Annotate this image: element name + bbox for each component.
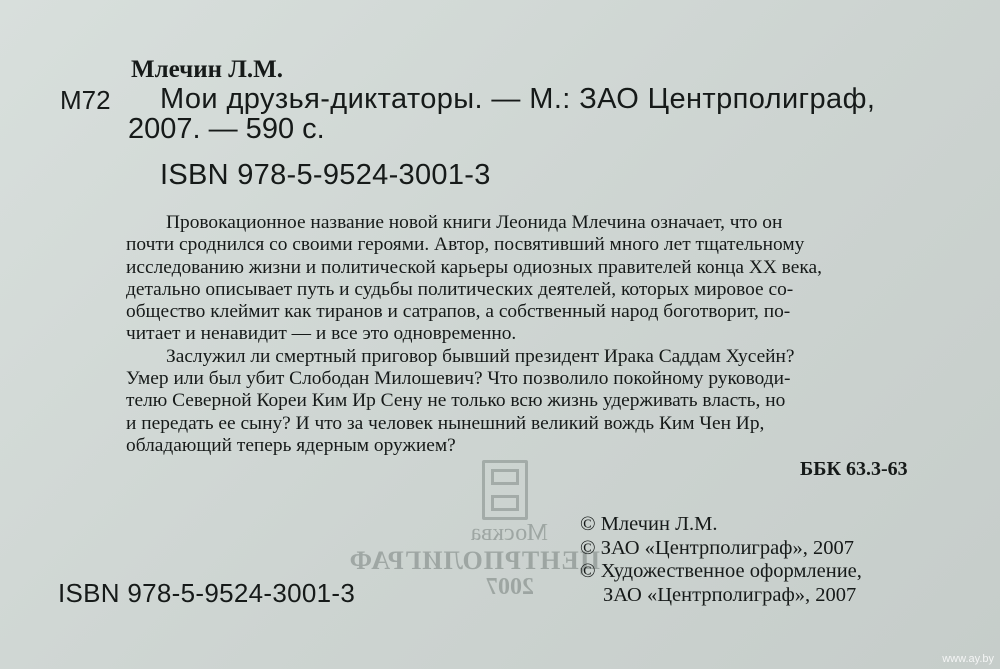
copyright-block [580,513,862,607]
annotation-line: Умер или был убит Слободан Милошевич? Что позволило покойному руководи- [126,368,791,390]
site-watermark: www.ay.by [942,653,994,665]
isbn-bottom: ISBN 978-5-9524-3001-3 [58,578,356,608]
publisher-logo-icon [482,460,528,520]
annotation-paragraph-2 [126,346,946,457]
annotation-line: Провокационное название новой книги Леонида Млечина означает, что он [166,212,783,233]
stamp-year: 2007 [486,574,534,600]
annotation-line: обладающий теперь ядерным оружием? [126,434,456,456]
copyright-line: © ЗАО «Центрполиграф», 2007 [580,536,854,559]
stamp-city: Москва [470,520,548,546]
annotation-line: телю Северной Кореи Ким Ир Сену не только всю жизнь удерживать власть, но [126,390,786,412]
bibliographic-year-pages: 2007. — 590 с. [128,113,325,145]
publisher-stamp [348,450,600,610]
annotation-paragraph-1 [126,212,946,346]
author-name: Млечин Л.М. [131,56,283,83]
annotation-line: и передать ее сыну? И что за человек нынешний великий вождь Ким Чен Ир, [126,412,765,434]
annotation-line: Заслужил ли смертный приговор бывший президент Ирака Саддам Хусейн? [166,345,795,367]
copyright-line: © Художественное оформление, [580,560,862,582]
annotation-line: читает и ненавидит — и все это одновременно. [126,323,517,345]
annotation-line: детально описывает путь и судьбы политических деятелей, которых мировое со- [126,278,794,300]
bibliographic-title-line: Мои друзья-диктаторы. — М.: ЗАО Центрполиграф, [160,83,876,115]
annotation-line: исследованию жизни и политической карьеры одиозных правителей конца XX века, [126,256,822,278]
annotation-line: общество клеймит как тиранов и сатрапов, а собственный народ боготворит, по- [126,301,791,323]
annotation [126,212,946,457]
annotation-line: почти сроднился со своими героями. Автор, посвятивший много лет тщательному [126,234,805,256]
copyright-line: © Млечин Л.М. [580,513,718,535]
stamp-publisher: ЦЕНТРПОЛИГРАФ [348,546,600,575]
library-code: М72 [60,85,111,115]
bbk-code: ББК 63.3-63 [800,458,908,480]
copyright-line: ЗАО «Центрполиграф», 2007 [603,583,857,606]
isbn-top: ISBN 978-5-9524-3001-3 [160,159,491,191]
